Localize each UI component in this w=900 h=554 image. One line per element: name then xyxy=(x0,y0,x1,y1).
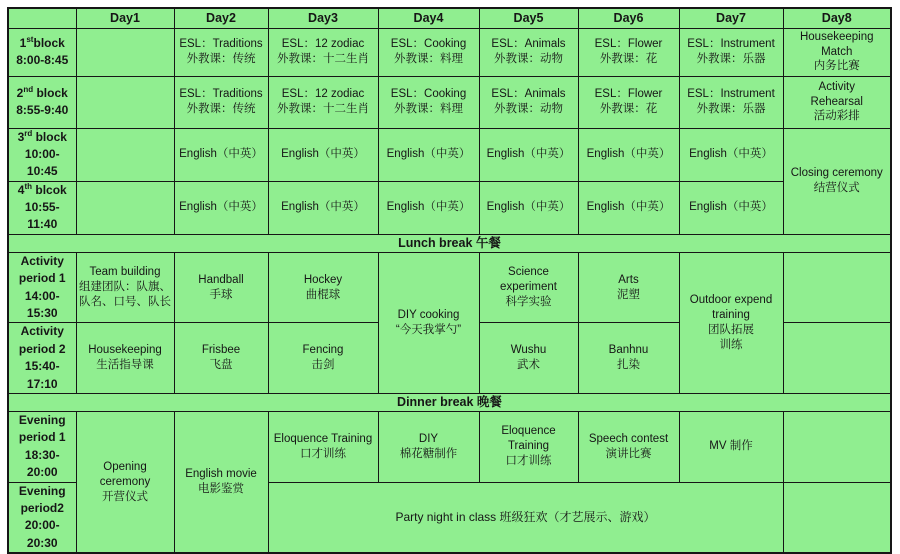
block-number: 2 xyxy=(16,85,24,100)
block2-title xyxy=(11,85,74,102)
ordinal-suffix: st xyxy=(26,34,34,44)
period-word: Evening xyxy=(18,483,66,498)
cell-line: Science xyxy=(508,266,549,279)
cell-r4-day5: English（中英） xyxy=(479,181,578,234)
cell-line: Eloquence Training xyxy=(273,432,373,445)
cell-line: 活动彩排 xyxy=(813,110,860,123)
period-word: Evening xyxy=(18,412,66,427)
cell-a2-day2 xyxy=(174,323,268,394)
cell-r2-day1-empty xyxy=(76,76,174,128)
cell-line: Match xyxy=(821,45,853,58)
lunch-break-cell: Lunch break 午餐 xyxy=(8,234,891,252)
cell-line: 泥塑 xyxy=(617,288,640,301)
cell-opening-ceremony xyxy=(76,411,174,553)
cell-line: ESL：Traditions xyxy=(179,38,263,51)
cell-line: ESL：12 zodiac xyxy=(281,38,365,51)
cell-line: Speech contest xyxy=(588,432,669,445)
cell-line: ESL：Cooking xyxy=(390,38,467,51)
cell-line: 外教课：乐器 xyxy=(696,53,766,65)
row-label-evening2 xyxy=(8,482,76,553)
row-label-block1 xyxy=(8,28,76,76)
cell-line: 训练 xyxy=(719,338,743,351)
cell-line: 生活指导课 xyxy=(96,359,154,372)
period-time: 15:40-17:10 xyxy=(24,359,60,391)
block3-time: 10:00-10:45 xyxy=(24,146,60,179)
cell-line: experiment xyxy=(500,281,557,294)
block1-time: 8:00-8:45 xyxy=(16,53,69,67)
cell-line: Banhnu xyxy=(608,344,649,357)
cell-line: training xyxy=(712,308,750,321)
cell-r1-day6 xyxy=(578,28,679,76)
block3-title xyxy=(11,129,74,146)
row-label-evening1 xyxy=(8,411,76,482)
cell-line: Opening xyxy=(103,460,147,473)
cell-line: Housekeeping xyxy=(799,30,874,43)
row-evening1 xyxy=(8,411,891,482)
row-block3 xyxy=(8,128,891,181)
row-activity1 xyxy=(8,252,891,323)
cell-a1-day1 xyxy=(76,252,174,323)
cell-line: 外教课：动物 xyxy=(494,53,563,65)
header-day4: Day4 xyxy=(378,8,479,28)
cell-line: 队名、口号、队长 xyxy=(79,296,171,309)
cell-line: MV 制作 xyxy=(709,440,753,453)
cell-line: ceremony xyxy=(99,475,151,488)
cell-r3-day4: English（中英） xyxy=(378,128,479,181)
cell-line: 手球 xyxy=(209,288,233,301)
cell-line: English movie xyxy=(185,468,257,481)
cell-a2-day3 xyxy=(268,323,378,394)
cell-line: 内务比赛 xyxy=(813,60,860,73)
row-lunch-break xyxy=(8,234,891,252)
cell-line: 外教课：动物 xyxy=(494,103,563,115)
header-day7: Day7 xyxy=(679,8,783,28)
cell-e1-day8-empty xyxy=(783,411,891,482)
period-word: Activity xyxy=(20,324,64,339)
row-dinner-break xyxy=(8,393,891,411)
cell-r1-day2 xyxy=(174,28,268,76)
period-number: period 1 xyxy=(18,430,66,445)
cell-line: Hockey xyxy=(303,273,343,286)
block-number: 4 xyxy=(17,182,25,197)
cell-line: 外教课：花 xyxy=(599,103,658,115)
cell-line: 曲棍球 xyxy=(305,288,341,301)
ordinal-suffix: nd xyxy=(23,84,34,94)
cell-line: 开营仪式 xyxy=(102,490,148,503)
cell-line: 演讲比赛 xyxy=(605,447,652,460)
cell-e1-day6 xyxy=(578,411,679,482)
cell-r1-day1-empty xyxy=(76,28,174,76)
cell-r4-day7: English（中英） xyxy=(679,181,783,234)
cell-a1-day8-empty xyxy=(783,252,891,323)
cell-line: Team building xyxy=(89,266,161,279)
cell-a2-day6 xyxy=(578,323,679,394)
cell-line: 外教课：传统 xyxy=(186,103,256,115)
block-word: blcok xyxy=(32,182,67,197)
row-label-block2 xyxy=(8,76,76,128)
cell-line: 外教课：十二生肖 xyxy=(277,103,369,115)
block4-title xyxy=(11,182,74,199)
block-number: 1 xyxy=(19,35,27,50)
cell-line: Closing ceremony xyxy=(790,167,883,180)
schedule-table xyxy=(7,7,892,554)
cell-a1-day2 xyxy=(174,252,268,323)
cell-r2-day3 xyxy=(268,76,378,128)
row-block2 xyxy=(8,76,891,128)
cell-line: 组建团队：队旗、 xyxy=(79,281,171,294)
header-day6: Day6 xyxy=(578,8,679,28)
ordinal-suffix: th xyxy=(24,181,33,191)
cell-line: ESL：Animals xyxy=(491,38,566,51)
cell-r1-day3 xyxy=(268,28,378,76)
cell-line: 外教课：花 xyxy=(599,53,658,65)
cell-line: DIY cooking xyxy=(397,308,460,321)
block-word: block xyxy=(33,85,68,100)
row-block4 xyxy=(8,181,891,234)
row-label-block4 xyxy=(8,181,76,234)
cell-line: 结营仪式 xyxy=(813,182,860,195)
cell-a2-day1 xyxy=(76,323,174,394)
cell-line: 口才训练 xyxy=(505,455,552,468)
cell-line: ESL：12 zodiac xyxy=(281,88,365,101)
period-time: 14:00-15:30 xyxy=(24,288,60,321)
cell-line: Frisbee xyxy=(201,344,241,357)
cell-english-movie xyxy=(174,411,268,553)
cell-line: 科学实验 xyxy=(505,296,552,309)
cell-r1-day8 xyxy=(783,28,891,76)
cell-line: ESL：Instrument xyxy=(687,88,775,101)
cell-line: 武术 xyxy=(517,359,540,372)
dinner-break-cell: Dinner break 晚餐 xyxy=(8,393,891,411)
cell-r2-day5 xyxy=(479,76,578,128)
row-label-activity2 xyxy=(8,323,76,394)
cell-e1-day5 xyxy=(479,411,578,482)
cell-r4-day4: English（中英） xyxy=(378,181,479,234)
cell-r3-day1-empty xyxy=(76,128,174,181)
block-word: block xyxy=(32,129,67,144)
cell-line: 扎染 xyxy=(617,359,640,372)
cell-r2-day7 xyxy=(679,76,783,128)
header-day8: Day8 xyxy=(783,8,891,28)
cell-line: Rehearsal xyxy=(810,95,863,108)
header-corner-cell xyxy=(8,8,76,28)
cell-a2-day5 xyxy=(479,323,578,394)
cell-r3-day7: English（中英） xyxy=(679,128,783,181)
cell-r1-day7 xyxy=(679,28,783,76)
cell-line: Outdoor expend xyxy=(689,294,773,307)
cell-line: 棉花糖制作 xyxy=(399,447,458,460)
cell-line: Fencing xyxy=(302,344,344,357)
block2-time: 8:55-9:40 xyxy=(16,103,69,117)
cell-e2-day8-empty xyxy=(783,482,891,553)
block1-title xyxy=(11,35,74,52)
cell-line: Housekeeping xyxy=(88,344,162,357)
cell-diy-cooking xyxy=(378,252,479,393)
cell-line: Wushu xyxy=(510,344,547,357)
cell-line: 外教课：十二生肖 xyxy=(277,53,369,65)
cell-line: 飞盘 xyxy=(209,359,233,372)
ordinal-suffix: rd xyxy=(24,128,33,138)
cell-line: Handball xyxy=(198,273,244,286)
cell-r4-day2: English（中英） xyxy=(174,181,268,234)
cell-r3-day6: English（中英） xyxy=(578,128,679,181)
row-label-activity1 xyxy=(8,252,76,323)
cell-line: 外教课：乐器 xyxy=(696,103,766,115)
cell-closing-ceremony xyxy=(783,128,891,234)
cell-r1-day4 xyxy=(378,28,479,76)
row-block1 xyxy=(8,28,891,76)
block4-time: 10:55-11:40 xyxy=(24,200,60,232)
cell-line: ESL：Traditions xyxy=(179,88,263,101)
period-word: Activity xyxy=(20,253,64,268)
cell-line: ESL：Animals xyxy=(491,88,566,101)
period-number: period 2 xyxy=(18,341,66,356)
block-number: 3 xyxy=(17,129,25,144)
cell-r2-day4 xyxy=(378,76,479,128)
header-day2: Day2 xyxy=(174,8,268,28)
cell-line: DIY xyxy=(418,432,439,445)
header-day5: Day5 xyxy=(479,8,578,28)
cell-party-night: Party night in class 班级狂欢（才艺展示、游戏） xyxy=(268,482,783,553)
cell-r3-day2: English（中英） xyxy=(174,128,268,181)
cell-r2-day2 xyxy=(174,76,268,128)
cell-line: 口才训练 xyxy=(300,447,346,460)
cell-line: “今天我掌勺” xyxy=(395,323,462,336)
cell-line: ESL：Flower xyxy=(594,38,663,51)
cell-line: 外教课：传统 xyxy=(186,53,256,65)
block-word: block xyxy=(33,35,65,50)
cell-r1-day5 xyxy=(479,28,578,76)
cell-r4-day3: English（中英） xyxy=(268,181,378,234)
cell-r2-day6 xyxy=(578,76,679,128)
cell-r3-day5: English（中英） xyxy=(479,128,578,181)
cell-e1-day4 xyxy=(378,411,479,482)
header-day1: Day1 xyxy=(76,8,174,28)
cell-line: ESL：Flower xyxy=(594,88,663,101)
cell-r2-day8 xyxy=(783,76,891,128)
cell-r3-day3: English（中英） xyxy=(268,128,378,181)
cell-outdoor-training xyxy=(679,252,783,393)
cell-e1-day7 xyxy=(679,411,783,482)
cell-a2-day8-empty xyxy=(783,323,891,394)
cell-line: 外教课：料理 xyxy=(394,103,463,115)
period-time: 20:00-20:30 xyxy=(24,518,60,550)
cell-a1-day3 xyxy=(268,252,378,323)
cell-e1-day3 xyxy=(268,411,378,482)
cell-a1-day5 xyxy=(479,252,578,323)
period-time: 18:30-20:00 xyxy=(24,447,60,480)
cell-line: Activity xyxy=(818,80,855,93)
header-day3: Day3 xyxy=(268,8,378,28)
cell-line: Eloquence Training xyxy=(501,425,556,453)
cell-a1-day6 xyxy=(578,252,679,323)
cell-r4-day1-empty xyxy=(76,181,174,234)
row-label-block3 xyxy=(8,128,76,181)
cell-line: 电影鉴赏 xyxy=(198,483,244,496)
header-row xyxy=(8,8,891,28)
cell-line: Arts xyxy=(618,273,639,286)
period-number: period 1 xyxy=(18,271,66,286)
cell-line: 外教课：料理 xyxy=(394,53,463,65)
cell-line: ESL：Cooking xyxy=(390,88,467,101)
cell-line: 击剑 xyxy=(311,359,335,372)
period-number: period2 xyxy=(20,500,64,515)
cell-line: ESL：Instrument xyxy=(687,38,775,51)
cell-line: 团队拓展 xyxy=(708,323,754,336)
cell-r4-day6: English（中英） xyxy=(578,181,679,234)
